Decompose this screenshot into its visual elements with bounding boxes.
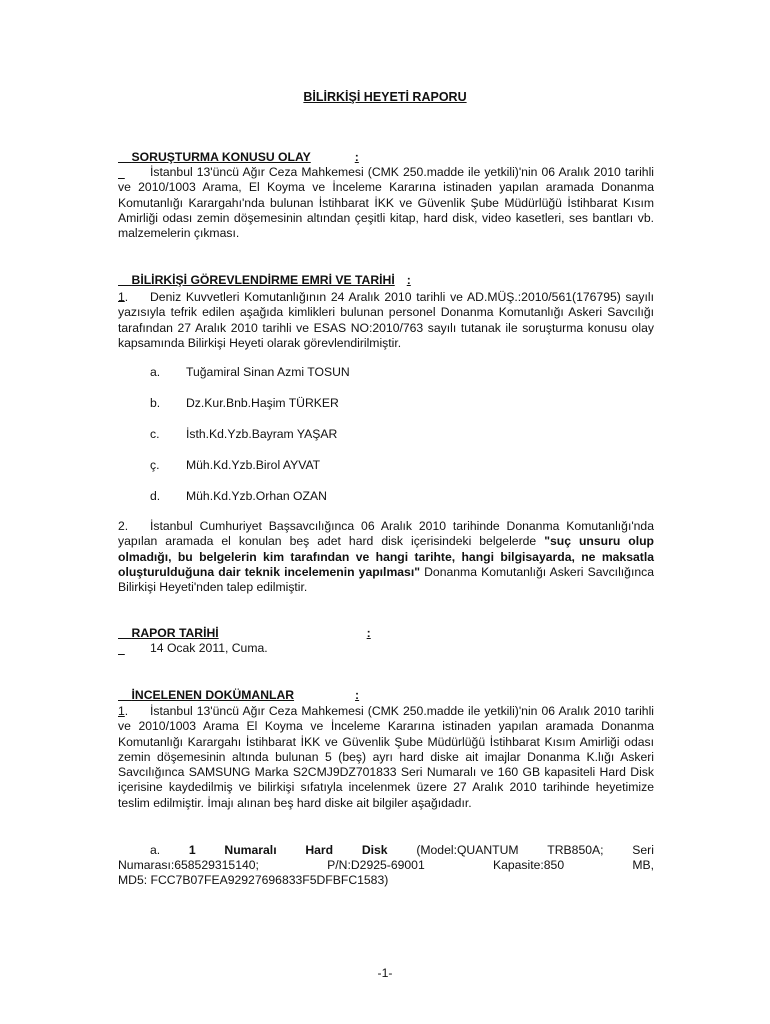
part-number: P/N:D2925-69001 (327, 858, 425, 872)
heading-text: RAPOR TARİHİ (131, 626, 219, 641)
assignment-paragraph-2 (118, 519, 654, 595)
member-item (150, 427, 550, 442)
hard-disk-model-b: TRB850A; (547, 843, 604, 857)
hard-disk-line-1 (150, 843, 654, 858)
assignment-text-2-bold: "suç unsuru olup olmadığı, bu belgelerin kim tarafından ve hangi tarihte, hangi bilgisayarda, ne maksatla oluşturulduğuna dair teknik incelemenin yapılması" (118, 534, 654, 579)
hard-disk-label-c: Disk (361, 843, 388, 857)
md5-line: MD5: FCC7B07FEA92927696833F5DFBFC1583) (118, 873, 389, 887)
capacity-unit: MB, (632, 858, 654, 872)
hard-disk-line-2 (118, 858, 654, 873)
page-number: -1- (377, 966, 393, 980)
paragraph-number: 1. (118, 290, 129, 304)
paragraph-number: 2. (118, 519, 129, 533)
heading-colon: : (354, 150, 359, 165)
member-mark: d. (150, 489, 161, 503)
member-mark: c. (150, 427, 160, 441)
report-date-text: 14 Ocak 2011, Cuma. (150, 641, 268, 655)
paragraph-number: 1. (118, 704, 129, 718)
heading-text: İNCELENEN DOKÜMANLAR (131, 688, 295, 703)
member-name: Müh.Kd.Yzb.Orhan OZAN (186, 489, 327, 503)
heading-text: BİLİRKİŞİ GÖREVLENDİRME EMRİ VE TARİHİ (131, 273, 395, 288)
hard-disk-label-num: 1 (188, 843, 196, 857)
member-mark: ç. (150, 458, 160, 472)
member-item (150, 458, 550, 473)
heading-colon: : (406, 273, 411, 288)
documents-paragraph-1 (118, 704, 654, 811)
member-name: Dz.Kur.Bnb.Haşim TÜRKER (186, 396, 339, 410)
documents-text-1: İstanbul 13'üncü Ağır Ceza Mahkemesi (CMK 250.madde ile yetkili)'nin 06 Aralık 2010 tarihli ve 2010/1003 Arama El Koyma ve İnceleme Kararına istinaden yapılan aramada Donanma Komutanlığı Karargahı İstihbarat İKK ve Güvenlik Şube Müdürlüğü İstihbarat Kısım Amirliği odası zemin döşemesinin altında bulunan 5 (beş) ayrı hard diske ait imajlar Donanma K.lığı Askeri Savcılığınca SAMSUNG Marka S2CMJ9DZ701833 Seri Numaralı ve 160 GB kapasiteli Hard Disk içerisine kaydedilmiş ve bilirkişi sıfatıyla incelenmek üzere 27 Aralık 2010 tarihinde heyetimize teslim edilmiştir. İmajı alınan beş hard diske ait bilgiler aşağıdadır. (118, 704, 654, 810)
member-mark: a. (150, 365, 161, 379)
member-name: İsth.Kd.Yzb.Bayram YAŞAR (186, 427, 338, 441)
assignment-text-2b: Donanma Komutanlığı Askeri Savcılığınca Bilirkişi Heyeti'nden talep edilmiştir. (118, 564, 654, 595)
member-name: Tuğamiral Sinan Azmi TOSUN (186, 365, 350, 379)
capacity: Kapasite:850 (492, 858, 565, 872)
hard-disk-model-a: (Model:QUANTUM (416, 843, 519, 857)
serial-number: Numarası:658529315140; (118, 858, 259, 872)
member-item (150, 396, 550, 411)
item-mark: a. (150, 843, 161, 857)
heading-text: SORUŞTURMA KONUSU OLAY (131, 150, 311, 165)
heading-colon: : (355, 688, 360, 703)
member-item (150, 489, 550, 504)
hard-disk-label-a: Numaralı (224, 843, 277, 857)
member-mark: b. (150, 396, 161, 410)
report-title: BİLİRKİŞİ HEYETİ RAPORU (303, 90, 467, 104)
member-item (150, 365, 550, 380)
member-name: Müh.Kd.Yzb.Birol AYVAT (186, 458, 321, 472)
heading-colon: : (366, 626, 371, 641)
assignment-text-1: Deniz Kuvvetleri Komutanlığının 24 Aralık 2010 tarihli ve AD.MÜŞ.:2010/561(176795) sayılı yazısıyla tefrik edilen aşağıda kimlikleri bulunan personel Donanma Komutanlığı Askeri Savcılığı tarafından 27 Aralık 2010 tarihli ve ESAS NO:2010/763 sayılı tutanak ile soruşturma konusu olay kapsamında Bilirkişi Heyeti olarak görevlendirilmiştir. (118, 290, 654, 350)
assignment-paragraph-1 (118, 290, 654, 351)
hard-disk-item-1 (150, 843, 654, 858)
incident-text: İstanbul 13'üncü Ağır Ceza Mahkemesi (CMK 250.madde ile yetkili)'nin 06 Aralık 2010 tarihli ve 2010/1003 Arama, El Koyma ve İnceleme Kararına istinaden yapılan aramada Donanma Komutanlığı Karargahı'nda bulunan İstihbarat İKK ve Güvenlik Şube Müdürlüğü İstihbarat Kısım Amirliği odası zemin döşemesinin altından çeşitli kitap, hard disk, video kasetleri, ses bantları vb. malzemelerin çıkması. (118, 165, 654, 241)
hard-disk-label-b: Hard (305, 843, 334, 857)
hard-disk-model-c: Seri (632, 843, 654, 857)
assignment-text-2a: İstanbul Cumhuriyet Başsavcılığınca 06 Aralık 2010 tarihinde Donanma Komutanlığı'nda yapılan aramada el konulan beş adet hard disk içerisindeki belgelerde (118, 519, 654, 549)
incident-paragraph (118, 165, 654, 241)
